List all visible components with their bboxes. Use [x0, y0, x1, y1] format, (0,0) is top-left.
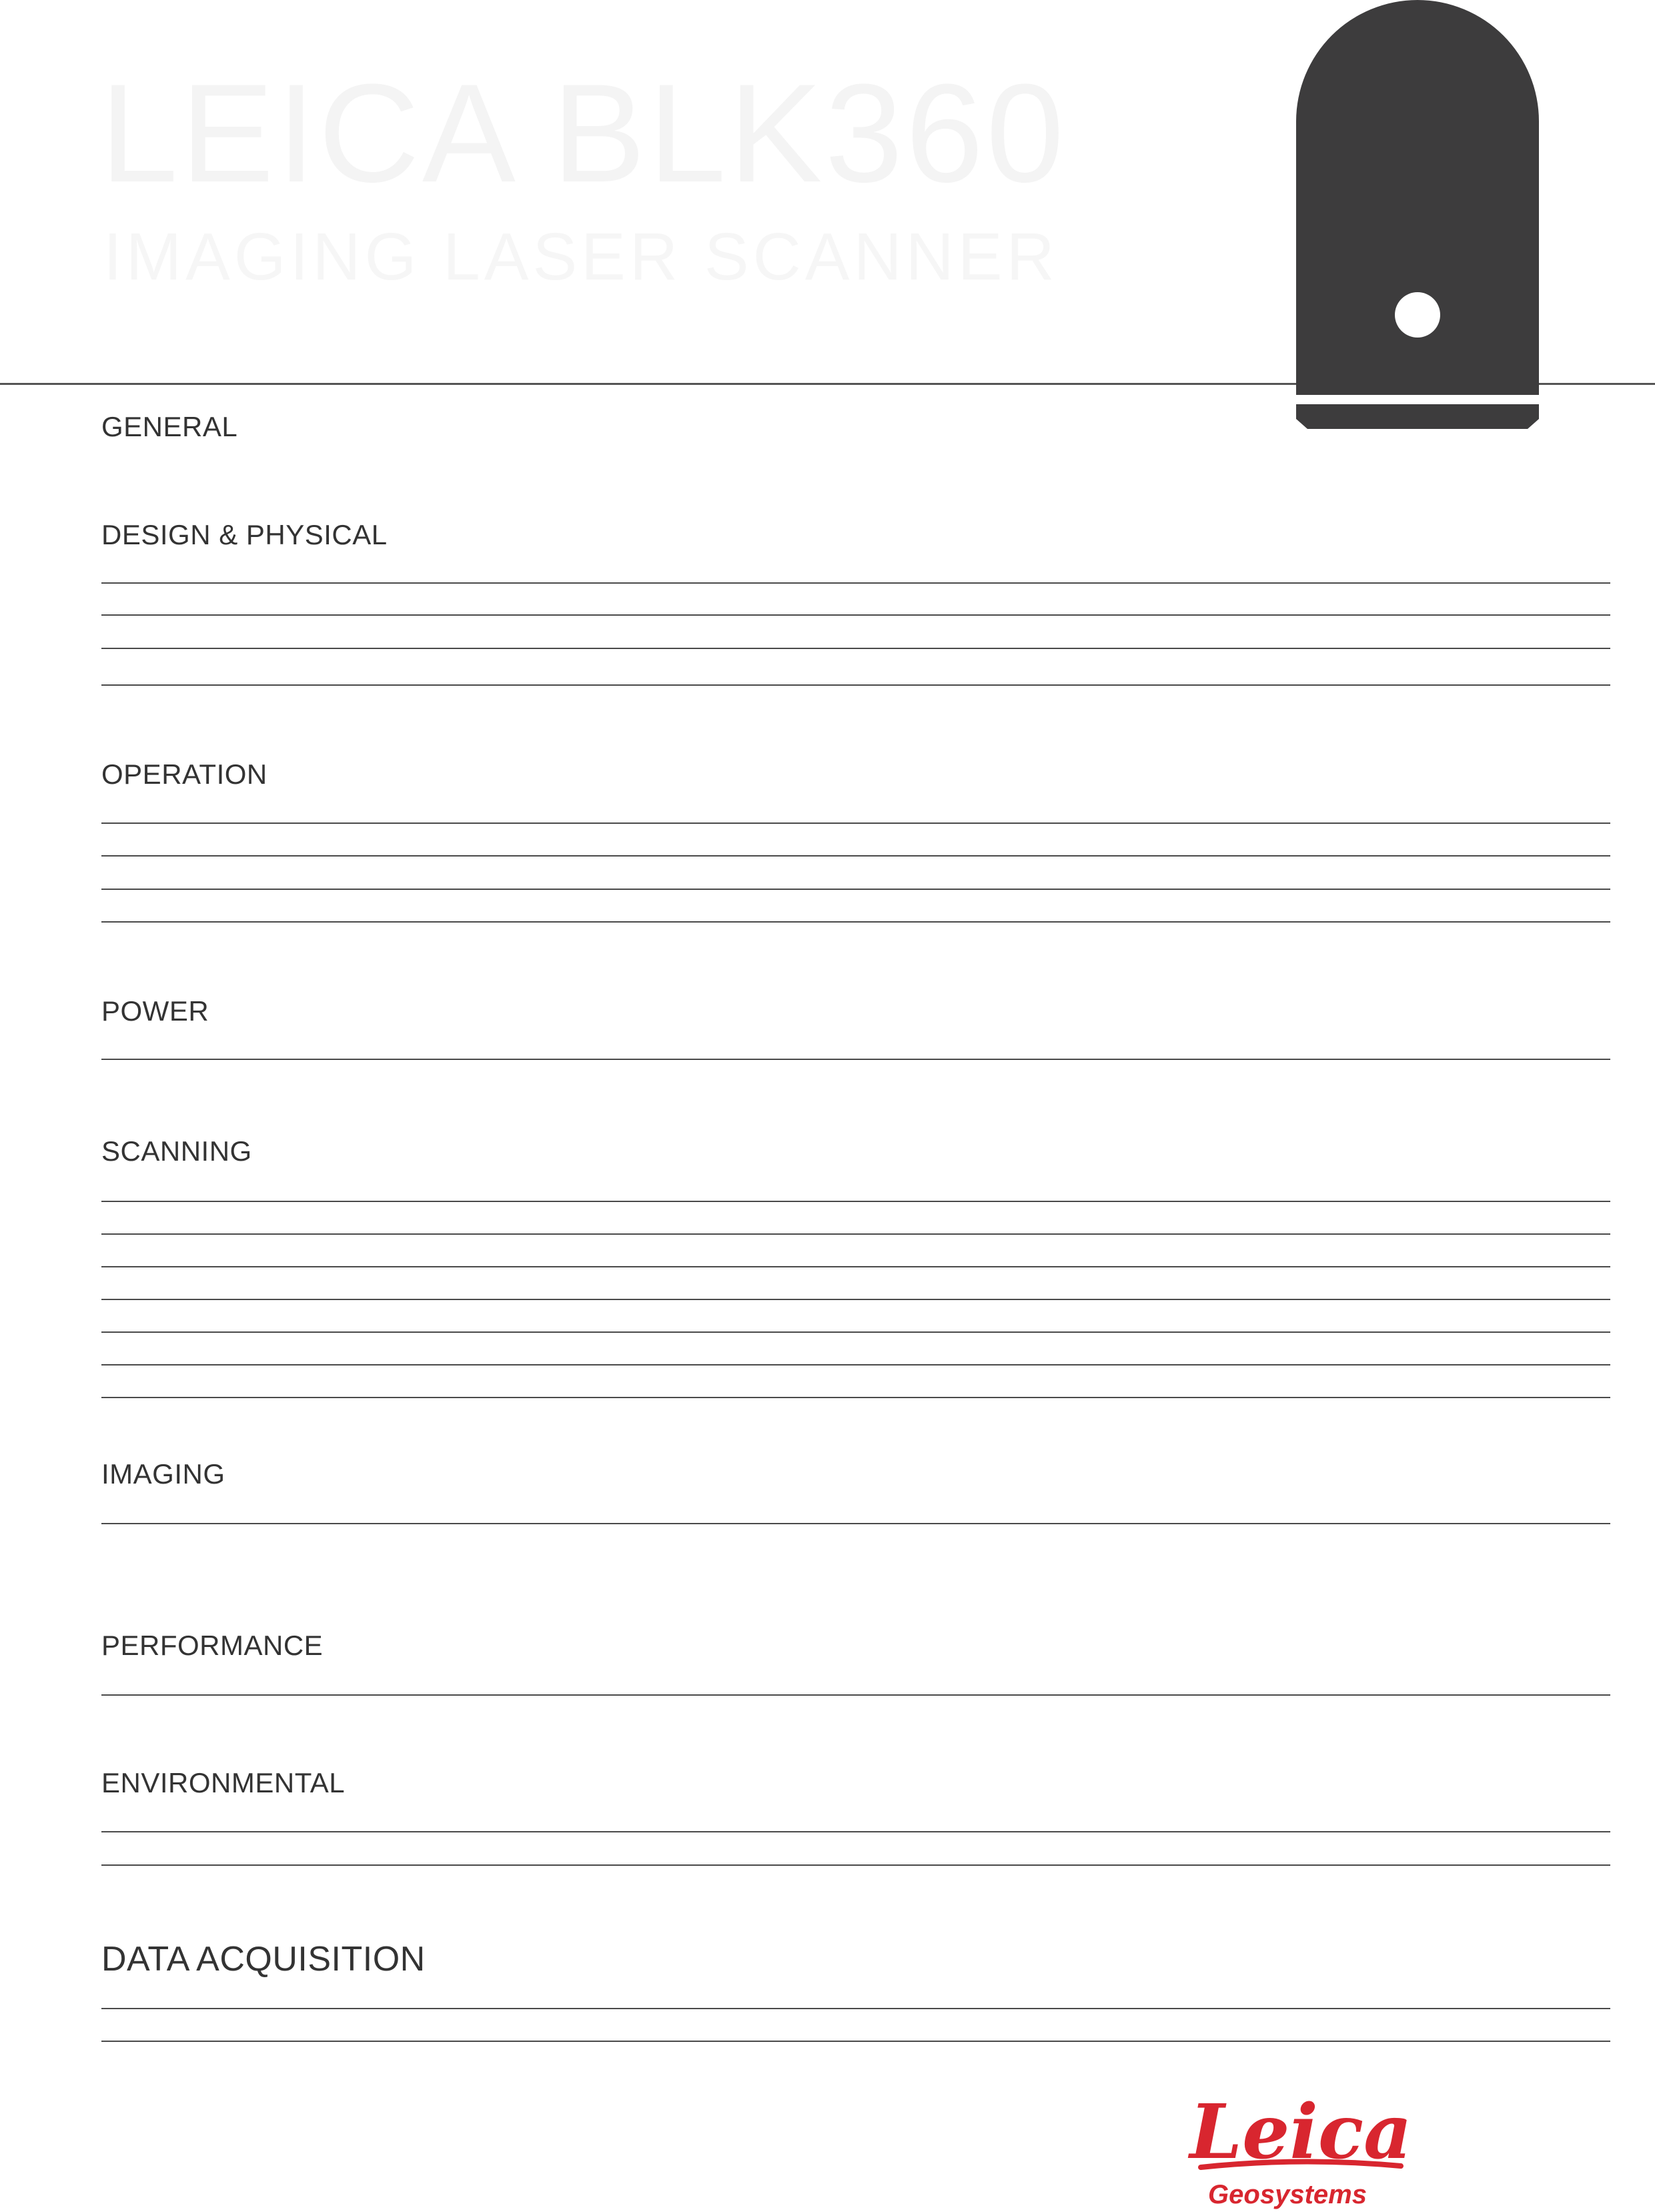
table-row-divider [101, 648, 1610, 649]
document-subtitle: IMAGING LASER SCANNER [103, 219, 1059, 294]
table-row-divider [101, 1299, 1610, 1300]
table-row-divider [101, 1201, 1610, 1202]
table-row-divider [101, 1523, 1610, 1524]
section-heading-scanning: SCANNING [101, 1135, 252, 1167]
table-row-divider [101, 1364, 1610, 1365]
section-heading-data-acquisition: DATA ACQUISITION [101, 1940, 426, 1979]
scanner-device-icon [1295, 0, 1542, 430]
table-row-divider [101, 921, 1610, 923]
table-row-divider [101, 1059, 1610, 1060]
section-heading-general: GENERAL [101, 411, 238, 442]
section-heading-operation: OPERATION [101, 758, 267, 790]
document-title: LEICA BLK360 [100, 55, 1067, 211]
table-row-divider [101, 582, 1610, 584]
table-row-divider [101, 2008, 1610, 2009]
table-row-divider [101, 2041, 1610, 2042]
table-row-divider [101, 1331, 1610, 1333]
table-row-divider [101, 822, 1610, 824]
section-heading-environmental: ENVIRONMENTAL [101, 1767, 346, 1798]
table-row-divider [101, 1266, 1610, 1267]
table-row-divider [101, 1864, 1610, 1866]
table-row-divider [101, 1831, 1610, 1832]
section-heading-performance: PERFORMANCE [101, 1630, 324, 1661]
table-row-divider [101, 614, 1610, 616]
table-row-divider [101, 1397, 1610, 1398]
table-row-divider [101, 889, 1610, 890]
logo-brand-text: Leica [1189, 2089, 1412, 2176]
table-row-divider [101, 1694, 1610, 1696]
leica-geosystems-logo [1187, 2085, 1414, 2211]
section-heading-design: DESIGN & PHYSICAL [101, 519, 388, 550]
section-heading-power: POWER [101, 995, 209, 1027]
table-row-divider [101, 684, 1610, 686]
table-row-divider [101, 855, 1610, 857]
table-row-divider [101, 1233, 1610, 1235]
logo-tagline-text: Geosystems [1208, 2180, 1367, 2209]
section-heading-imaging: IMAGING [101, 1458, 225, 1490]
